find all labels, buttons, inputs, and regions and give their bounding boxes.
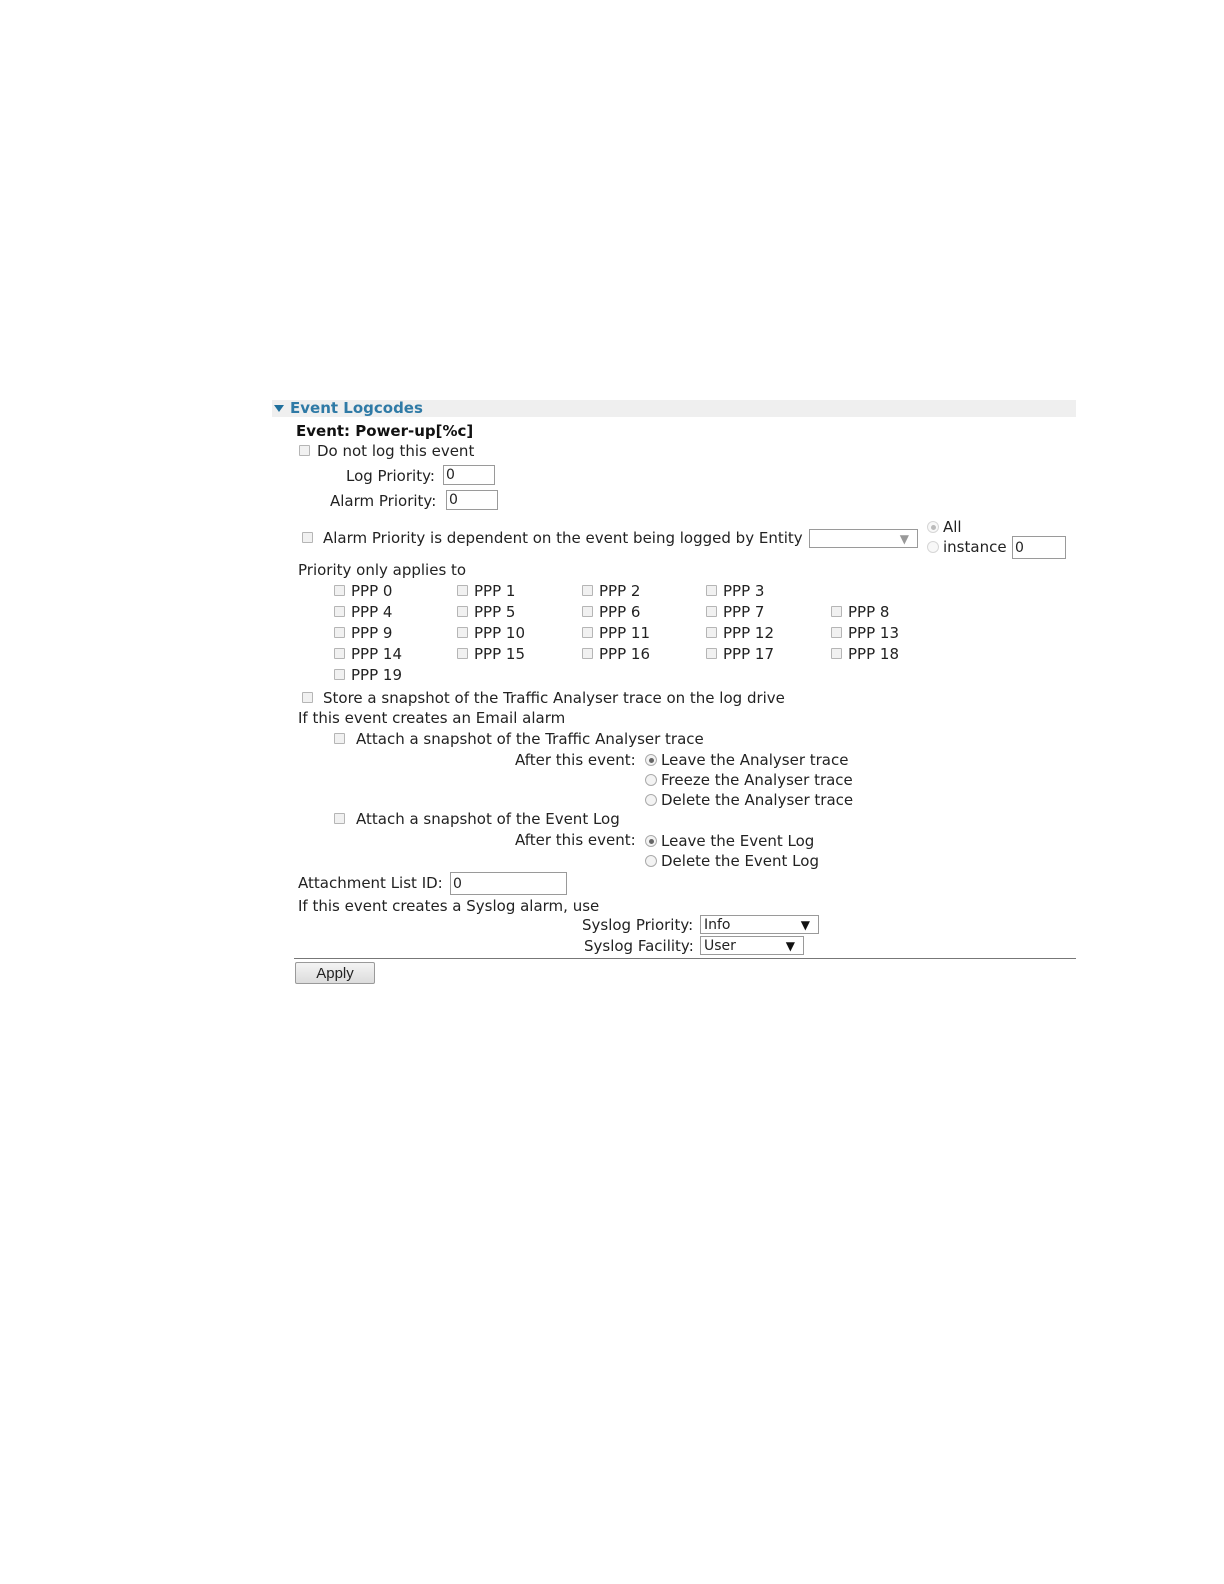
ppp-10-label: PPP 10	[474, 624, 525, 642]
trace-freeze-radio[interactable]	[645, 774, 657, 786]
alarm-priority-input[interactable]	[446, 490, 498, 510]
syslog-facility-value: User	[704, 938, 736, 954]
entity-dependent-label: Alarm Priority is dependent on the event being logged by Entity	[323, 529, 803, 547]
all-radio[interactable]	[927, 521, 939, 533]
email-alarm-label: If this event creates an Email alarm	[298, 709, 566, 727]
ppp-13-label: PPP 13	[848, 624, 899, 642]
ppp-9-checkbox[interactable]	[334, 627, 345, 638]
ppp-19-checkbox[interactable]	[334, 669, 345, 680]
ppp-14-checkbox[interactable]	[334, 648, 345, 659]
dropdown-arrow-icon: ▼	[785, 939, 795, 953]
ppp-8-checkbox[interactable]	[831, 606, 842, 617]
trace-delete-radio[interactable]	[645, 794, 657, 806]
ppp-0-checkbox[interactable]	[334, 585, 345, 596]
all-label: All	[943, 518, 962, 536]
ppp-18-checkbox[interactable]	[831, 648, 842, 659]
section-header[interactable]	[272, 400, 1076, 417]
ppp-4-checkbox[interactable]	[334, 606, 345, 617]
ppp-14-label: PPP 14	[351, 645, 402, 663]
store-snapshot-label: Store a snapshot of the Traffic Analyser trace on the log drive	[323, 689, 785, 707]
trace-leave-radio[interactable]	[645, 754, 657, 766]
ppp-9-label: PPP 9	[351, 624, 393, 642]
ppp-7-checkbox[interactable]	[706, 606, 717, 617]
ppp-6-checkbox[interactable]	[582, 606, 593, 617]
ppp-1-label: PPP 1	[474, 582, 516, 600]
log-delete-label: Delete the Event Log	[661, 852, 819, 870]
event-title: Event: Power-up[%c]	[296, 422, 474, 440]
after-event-label-log: After this event:	[515, 831, 636, 849]
attachment-list-label: Attachment List ID:	[298, 874, 443, 892]
priority-applies-label: Priority only applies to	[298, 561, 467, 579]
ppp-8-label: PPP 8	[848, 603, 890, 621]
ppp-1-checkbox[interactable]	[457, 585, 468, 596]
instance-label: instance	[943, 538, 1007, 556]
dropdown-arrow-icon: ▼	[800, 918, 810, 932]
attach-trace-checkbox[interactable]	[334, 733, 345, 744]
attach-log-label: Attach a snapshot of the Event Log	[356, 810, 620, 828]
ppp-15-checkbox[interactable]	[457, 648, 468, 659]
syslog-facility-label: Syslog Facility:	[584, 937, 694, 955]
ppp-19-label: PPP 19	[351, 666, 402, 684]
ppp-7-label: PPP 7	[723, 603, 765, 621]
dropdown-arrow-icon: ▼	[899, 532, 909, 546]
instance-radio[interactable]	[927, 541, 939, 553]
instance-input[interactable]	[1012, 536, 1066, 559]
log-priority-label: Log Priority:	[346, 467, 435, 485]
ppp-13-checkbox[interactable]	[831, 627, 842, 638]
ppp-3-label: PPP 3	[723, 582, 765, 600]
syslog-priority-label: Syslog Priority:	[582, 916, 694, 934]
ppp-3-checkbox[interactable]	[706, 585, 717, 596]
log-priority-input[interactable]	[443, 465, 495, 485]
ppp-12-checkbox[interactable]	[706, 627, 717, 638]
collapse-triangle-icon[interactable]	[274, 405, 284, 412]
ppp-16-label: PPP 16	[599, 645, 650, 663]
log-delete-radio[interactable]	[645, 855, 657, 867]
ppp-2-label: PPP 2	[599, 582, 641, 600]
log-leave-radio[interactable]	[645, 835, 657, 847]
ppp-2-checkbox[interactable]	[582, 585, 593, 596]
syslog-priority-select[interactable]	[700, 915, 819, 934]
apply-button[interactable]: Apply	[295, 962, 375, 984]
attachment-list-input[interactable]	[450, 872, 567, 895]
syslog-priority-value: Info	[704, 917, 731, 933]
entity-select[interactable]	[809, 529, 918, 548]
do-not-log-label: Do not log this event	[317, 442, 475, 460]
ppp-15-label: PPP 15	[474, 645, 525, 663]
after-event-label-trace: After this event:	[515, 751, 636, 769]
store-snapshot-checkbox[interactable]	[302, 692, 313, 703]
trace-delete-label: Delete the Analyser trace	[661, 791, 854, 809]
ppp-12-label: PPP 12	[723, 624, 774, 642]
ppp-16-checkbox[interactable]	[582, 648, 593, 659]
ppp-10-checkbox[interactable]	[457, 627, 468, 638]
ppp-5-label: PPP 5	[474, 603, 516, 621]
ppp-5-checkbox[interactable]	[457, 606, 468, 617]
ppp-17-checkbox[interactable]	[706, 648, 717, 659]
trace-freeze-label: Freeze the Analyser trace	[661, 771, 853, 789]
attach-log-checkbox[interactable]	[334, 813, 345, 824]
ppp-6-label: PPP 6	[599, 603, 641, 621]
divider	[294, 958, 1076, 959]
ppp-11-label: PPP 11	[599, 624, 650, 642]
syslog-label: If this event creates a Syslog alarm, use	[298, 897, 600, 915]
ppp-11-checkbox[interactable]	[582, 627, 593, 638]
log-leave-label: Leave the Event Log	[661, 832, 815, 850]
section-title: Event Logcodes	[290, 399, 423, 417]
trace-leave-label: Leave the Analyser trace	[661, 751, 849, 769]
do-not-log-checkbox[interactable]	[299, 445, 310, 456]
ppp-18-label: PPP 18	[848, 645, 899, 663]
entity-dependent-checkbox[interactable]	[302, 532, 313, 543]
alarm-priority-label: Alarm Priority:	[330, 492, 437, 510]
ppp-17-label: PPP 17	[723, 645, 774, 663]
syslog-facility-select[interactable]	[700, 936, 804, 955]
ppp-0-label: PPP 0	[351, 582, 393, 600]
attach-trace-label: Attach a snapshot of the Traffic Analyser trace	[356, 730, 704, 748]
ppp-4-label: PPP 4	[351, 603, 393, 621]
